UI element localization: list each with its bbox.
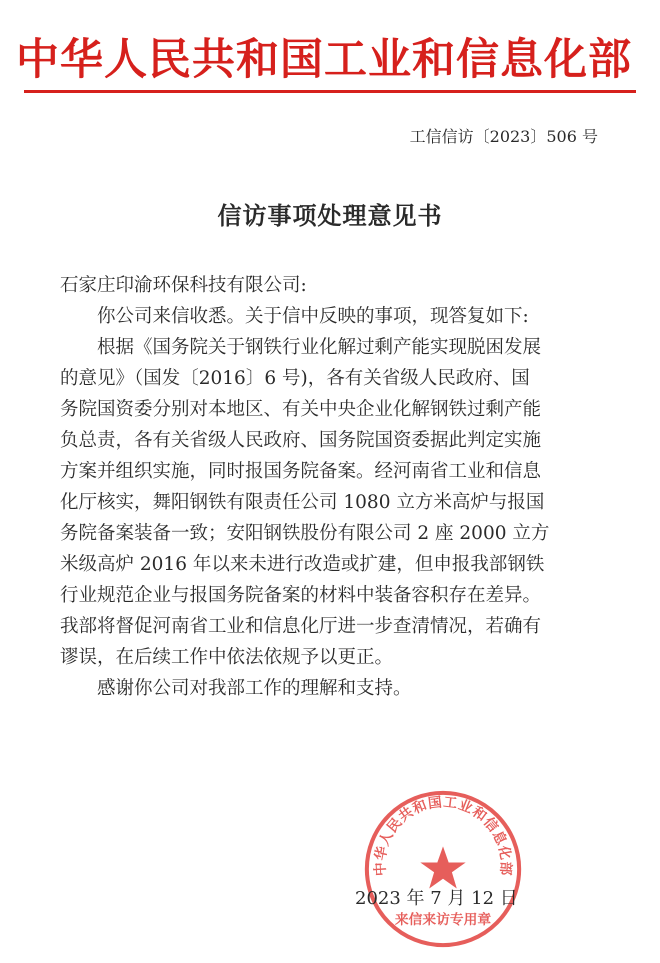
body-line: 米级高炉 2016 年以来未进行改造或扩建，但申报我部钢铁 [60, 554, 545, 575]
agency-name: 中华人民共和国工业和信息化部 [16, 35, 632, 85]
body-line: 务院国资委分别对本地区、有关中央企业化解钢铁过剩产能 [60, 399, 542, 420]
letter-body [60, 270, 600, 704]
svg-text:中华人民共和国工业和信息化部: 中华人民共和国工业和信息化部 [372, 794, 514, 877]
body-line: 化厅核实，舞阳钢铁有限责任公司 1080 立方米高炉与报国 [60, 492, 545, 513]
body-line: 务院备案装备一致；安阳钢铁股份有限公司 2 座 2000 立方 [60, 523, 550, 544]
document-title: 信访事项处理意见书 [217, 201, 443, 230]
svg-text:来信来访专用章: 来信来访专用章 [394, 912, 492, 929]
body-line: 感谢你公司对我部工作的理解和支持。 [97, 678, 412, 699]
body-line: 负总责，各有关省级人民政府、国务院国资委据此判定实施 [60, 430, 542, 451]
body-line: 的意见》（国发〔2016〕6 号)，各有关省级人民政府、国 [60, 368, 530, 389]
body-line: 行业规范企业与报国务院备案的材料中装备容积存在差异。 [60, 585, 542, 606]
body-line: 方案并组织实施，同时报国务院备案。经河南省工业和信息 [60, 461, 542, 482]
official-seal-stamp [362, 788, 524, 950]
salutation: 石家庄印渝环保科技有限公司: [60, 275, 307, 296]
document-date: 2023 年 7 月 12 日 [355, 888, 518, 909]
body-line: 你公司来信收悉。关于信中反映的事项，现答复如下: [97, 306, 529, 327]
red-divider-line [24, 90, 636, 93]
body-line: 我部将督促河南省工业和信息化厅进一步查清情况，若确有 [60, 616, 542, 637]
letterhead [0, 26, 660, 96]
body-line: 谬误，在后续工作中依法依规予以更正。 [60, 647, 394, 668]
star-icon [420, 846, 465, 888]
body-line: 根据《国务院关于钢铁行业化解过剩产能实现脱困发展 [97, 337, 542, 358]
document-number: 工信信访〔2023〕506 号 [409, 127, 598, 146]
